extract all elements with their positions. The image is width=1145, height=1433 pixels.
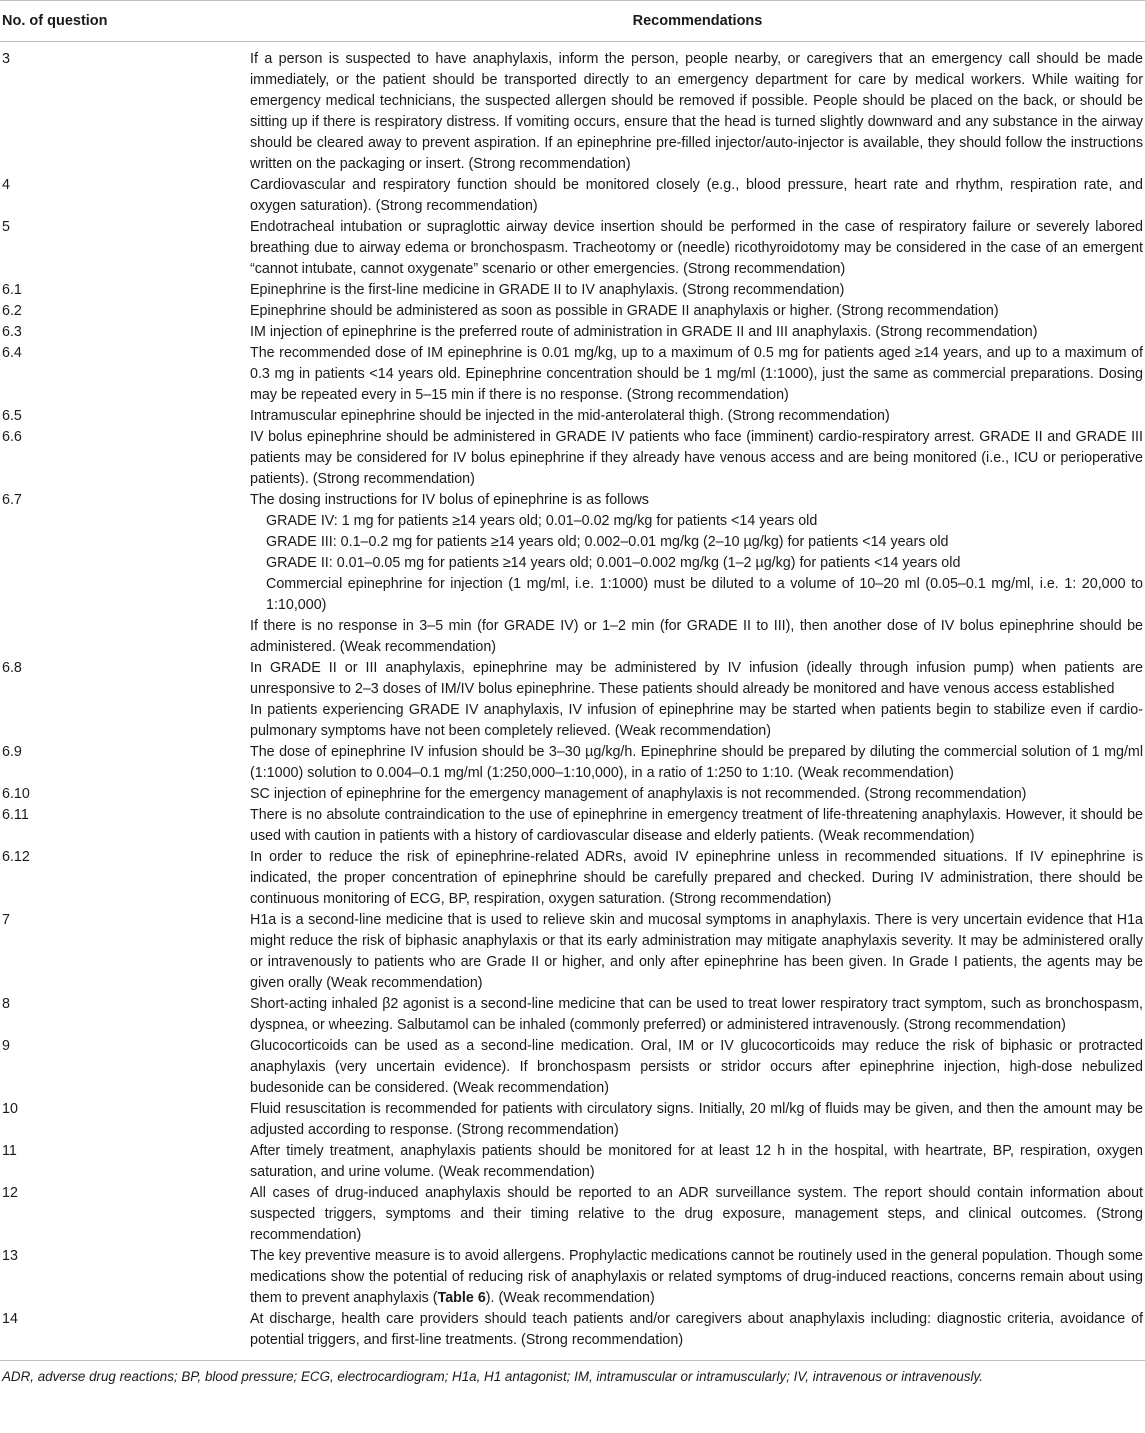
recommendation-text (250, 784, 1145, 805)
recommendation-paragraph: The dose of epinephrine IV infusion should be 3–30 µg/kg/h. Epinephrine should be prepared by diluting the commercial solution of 1 mg/ml (1:1000) solution to 0.004–0.1 mg/ml (1:250,000–1:10,000), in a ratio of 1:250 to 1:10. (Weak recommendation) (250, 744, 1143, 781)
table-row (0, 42, 1145, 176)
question-number: 6.7 (2, 492, 22, 508)
question-number: 6.10 (2, 786, 30, 802)
recommendation-text (250, 427, 1145, 490)
recommendation-paragraph: IV bolus epinephrine should be administered in GRADE IV patients who face (imminent) cardio-respiratory arrest. GRADE II and GRADE III patients may be considered for IV bolus epinephrine if they already have venous access and are being monitored (i.e., ICU or perioperative patients). (Strong recommendation) (250, 429, 1143, 487)
recommendation-paragraph (250, 1246, 1143, 1309)
recommendation-paragraph: There is no absolute contraindication to the use of epinephrine in emergency treatment of life-threatening anaphylaxis. However, it should be used with caution in patients with a history of cardiovascular disease and elderly patients. (Weak recommendation) (250, 807, 1143, 844)
table-row (0, 994, 1145, 1036)
recommendation-text (250, 280, 1145, 301)
recommendation-text (250, 994, 1145, 1036)
question-number: 9 (2, 1038, 10, 1054)
recommendation-text (250, 322, 1145, 343)
dosing-instruction-line: Commercial epinephrine for injection (1 mg/ml, i.e. 1:1000) must be diluted to a volume of 10–20 ml (0.05–0.1 mg/ml, i.e. 1: 20,000 to 1:10,000) (266, 576, 1143, 613)
question-number: 6.6 (2, 429, 22, 445)
table-row (0, 280, 1145, 301)
table-row (0, 1183, 1145, 1246)
recommendation-paragraph: After timely treatment, anaphylaxis patients should be monitored for at least 12 h in the hospital, with heartrate, BP, respiration, oxygen saturation, and urine volume. (Weak recommendation) (250, 1143, 1143, 1180)
recommendation-paragraph: All cases of drug-induced anaphylaxis should be reported to an ADR surveillance system. The report should contain information about suspected triggers, symptoms and their timing relative to the drug exposure, management steps, and clinical outcomes. (Strong recommendation) (250, 1185, 1143, 1243)
table-row (0, 490, 1145, 658)
recommendation-paragraph: Epinephrine is the first-line medicine in GRADE II to IV anaphylaxis. (Strong recommendation) (250, 282, 845, 298)
recommendation-paragraph: SC injection of epinephrine for the emergency management of anaphylaxis is not recommended. (Strong recommendation) (250, 786, 1027, 802)
table-row (0, 427, 1145, 490)
recommendation-paragraph: Intramuscular epinephrine should be injected in the mid-anterolateral thigh. (Strong recommendation) (250, 408, 890, 424)
recommendation-paragraph: If there is no response in 3–5 min (for GRADE IV) or 1–2 min (for GRADE II to III), then another dose of IV bolus epinephrine should be administered. (Weak recommendation) (250, 618, 1143, 655)
table-row (0, 1099, 1145, 1141)
question-number: 14 (2, 1311, 18, 1327)
table-header-row (0, 1, 1145, 42)
recommendation-paragraph: IM injection of epinephrine is the preferred route of administration in GRADE II and III anaphylaxis. (Strong recommendation) (250, 324, 1038, 340)
question-number: 11 (2, 1143, 17, 1159)
question-number: 6.12 (2, 849, 30, 865)
question-number: 8 (2, 996, 10, 1012)
recommendation-paragraph: In order to reduce the risk of epinephrine-related ADRs, avoid IV epinephrine unless in recommended situations. If IV epinephrine is indicated, the proper concentration of epinephrine should be carefully prepared and checked. During IV administration, there should be continuous monitoring of ECG, BP, respiration, oxygen saturation. (Strong recommendation) (250, 849, 1143, 907)
question-number: 6.3 (2, 324, 22, 340)
table-row (0, 217, 1145, 280)
question-number: 6.1 (2, 282, 22, 298)
question-number: 5 (2, 219, 10, 235)
recommendation-text-part: ). (Weak recommendation) (485, 1290, 655, 1306)
table-row (0, 301, 1145, 322)
recommendation-text (250, 42, 1145, 176)
recommendation-text (250, 1309, 1145, 1360)
recommendation-paragraph: Glucocorticoids can be used as a second-line medication. Oral, IM or IV glucocorticoids may reduce the risk of biphasic or protracted anaphylaxis (very uncertain evidence). If bronchospasm persists or stridor occurs after epinephrine injection, high-dose nebulized budesonide can be considered. (Weak recommendation) (250, 1038, 1143, 1096)
dosing-instruction-line: GRADE III: 0.1–0.2 mg for patients ≥14 years old; 0.002–0.01 mg/kg (2–10 µg/kg) for patients <14 years old (266, 534, 949, 550)
recommendation-text (250, 490, 1145, 658)
table-row (0, 658, 1145, 742)
question-number: 6.11 (2, 807, 29, 823)
table-body (0, 42, 1145, 1361)
recommendation-paragraph: In GRADE II or III anaphylaxis, epinephrine may be administered by IV infusion (ideally through infusion pump) when patients are unresponsive to 2–3 doses of IM/IV bolus epinephrine. These patients should already be monitored and have venous access established (250, 660, 1143, 697)
table-row (0, 784, 1145, 805)
recommendation-text (250, 847, 1145, 910)
recommendation-text (250, 301, 1145, 322)
recommendation-text (250, 910, 1145, 994)
column-header-question: No. of question (0, 1, 250, 42)
dosing-instruction-line: GRADE IV: 1 mg for patients ≥14 years old; 0.01–0.02 mg/kg for patients <14 years old (266, 513, 818, 529)
recommendation-text (250, 805, 1145, 847)
recommendation-paragraph: The dosing instructions for IV bolus of epinephrine is as follows (250, 492, 649, 508)
recommendation-paragraph: Short-acting inhaled β2 agonist is a second-line medicine that can be used to treat lower respiratory tract symptom, such as bronchospasm, dyspnea, or wheezing. Salbutamol can be inhaled (commonly preferred) or administered intravenously. (Strong recommendation) (250, 996, 1143, 1033)
recommendation-text (250, 343, 1145, 406)
question-number: 6.5 (2, 408, 22, 424)
question-number: 6.4 (2, 345, 22, 361)
table-footnote: ADR, adverse drug reactions; BP, blood pressure; ECG, electrocardiogram; H1a, H1 antagonist; IM, intramuscular or intramuscularly; IV, intravenous or intravenously. (2, 1369, 983, 1384)
table-row (0, 343, 1145, 406)
question-number: 12 (2, 1185, 18, 1201)
recommendation-paragraph: Fluid resuscitation is recommended for patients with circulatory signs. Initially, 20 ml/kg of fluids may be given, and then the amount may be adjusted according to response. (Strong recommendation) (250, 1101, 1143, 1138)
table-row (0, 175, 1145, 217)
table-row (0, 322, 1145, 343)
column-header-recommendations: Recommendations (250, 1, 1145, 42)
recommendation-paragraph: The recommended dose of IM epinephrine is 0.01 mg/kg, up to a maximum of 0.5 mg for patients aged ≥14 years, and up to a maximum of 0.3 mg in patients <14 years old. Epinephrine concentration should be 1 mg/ml (1:1000), just the same as commercial preparations. Dosing may be repeated every in 5–15 min if there is no response. (Strong recommendation) (250, 345, 1143, 403)
table-row (0, 742, 1145, 784)
recommendation-text (250, 175, 1145, 217)
recommendation-text (250, 217, 1145, 280)
table-row (0, 847, 1145, 910)
question-number: 6.2 (2, 303, 22, 319)
question-number: 10 (2, 1101, 18, 1117)
recommendation-text (250, 1141, 1145, 1183)
recommendation-text (250, 742, 1145, 784)
recommendation-paragraph: Endotracheal intubation or supraglottic airway device insertion should be performed in the case of respiratory failure or severely labored breathing due to airway edema or bronchospasm. Tracheotomy or (needle) ricothyroidotomy may be considered in the case of an emergent “cannot intubate, cannot oxygenate” scenario or other emergencies. (Strong recommendation) (250, 219, 1143, 277)
question-number: 7 (2, 912, 10, 928)
recommendation-paragraph: Cardiovascular and respiratory function should be monitored closely (e.g., blood pressure, heart rate and rhythm, respiration rate, and oxygen saturation). (Strong recommendation) (250, 177, 1143, 214)
dosing-instruction-line: GRADE II: 0.01–0.05 mg for patients ≥14 years old; 0.001–0.002 mg/kg (1–2 µg/kg) for patients <14 years old (266, 555, 961, 571)
recommendation-text (250, 1099, 1145, 1141)
table-row (0, 805, 1145, 847)
question-number: 3 (2, 51, 10, 67)
recommendation-text-part: The key preventive measure is to avoid allergens. Prophylactic medications cannot be routinely used in the general population. Though some medications show the potential of reducing risk of anaphylaxis or related symptoms of drug-induced reactions, concerns remain about using them to prevent anaphylaxis ( (250, 1248, 1143, 1306)
recommendation-paragraph: Epinephrine should be administered as soon as possible in GRADE II anaphylaxis or higher. (Strong recommendation) (250, 303, 999, 319)
table-row (0, 1141, 1145, 1183)
recommendation-text (250, 1246, 1145, 1309)
question-number: 13 (2, 1248, 18, 1264)
table-row (0, 1246, 1145, 1309)
recommendation-text (250, 658, 1145, 742)
table-reference-link[interactable]: Table 6 (437, 1290, 486, 1306)
table-row (0, 910, 1145, 994)
question-number: 4 (2, 177, 10, 193)
question-number: 6.8 (2, 660, 22, 676)
recommendation-paragraph: If a person is suspected to have anaphylaxis, inform the person, people nearby, or caregivers that an emergency call should be made immediately, or the patient should be transported directly to an emergency department for care by medical workers. While waiting for emergency medical technicians, the suspected allergen should be removed if possible. People should be placed on the back, or should be sitting up if there is respiratory distress. If vomiting occurs, ensure that the head is turned slightly downward and any substance in the airway should be cleared away to prevent aspiration. If an epinephrine pre-filled injector/auto-injector is available, they should follow the instructions written on the packaging or insert. (Strong recommendation) (250, 51, 1143, 172)
table-row (0, 406, 1145, 427)
recommendation-text (250, 1036, 1145, 1099)
question-number: 6.9 (2, 744, 22, 760)
recommendation-text (250, 1183, 1145, 1246)
recommendation-paragraph: H1a is a second-line medicine that is used to relieve skin and mucosal symptoms in anaphylaxis. There is very uncertain evidence that H1a might reduce the risk of biphasic anaphylaxis or that its early administration may mitigate anaphylaxis severity. It may be administered orally or intravenously to patients who are Grade II or higher, and only after epinephrine has been given. In Grade I patients, the agents may be given orally (Weak recommendation) (250, 912, 1143, 991)
table-row (0, 1036, 1145, 1099)
recommendation-paragraph: At discharge, health care providers should teach patients and/or caregivers about anaphylaxis including: diagnostic criteria, avoidance of potential triggers, and first-line treatments. (Strong recommendation) (250, 1311, 1143, 1348)
recommendation-paragraph: In patients experiencing GRADE IV anaphylaxis, IV infusion of epinephrine may be started when patients begin to stabilize even if cardio-pulmonary symptoms have not been completely relieved. (Weak recommendation) (250, 702, 1143, 739)
table-row (0, 1309, 1145, 1360)
recommendation-text (250, 406, 1145, 427)
